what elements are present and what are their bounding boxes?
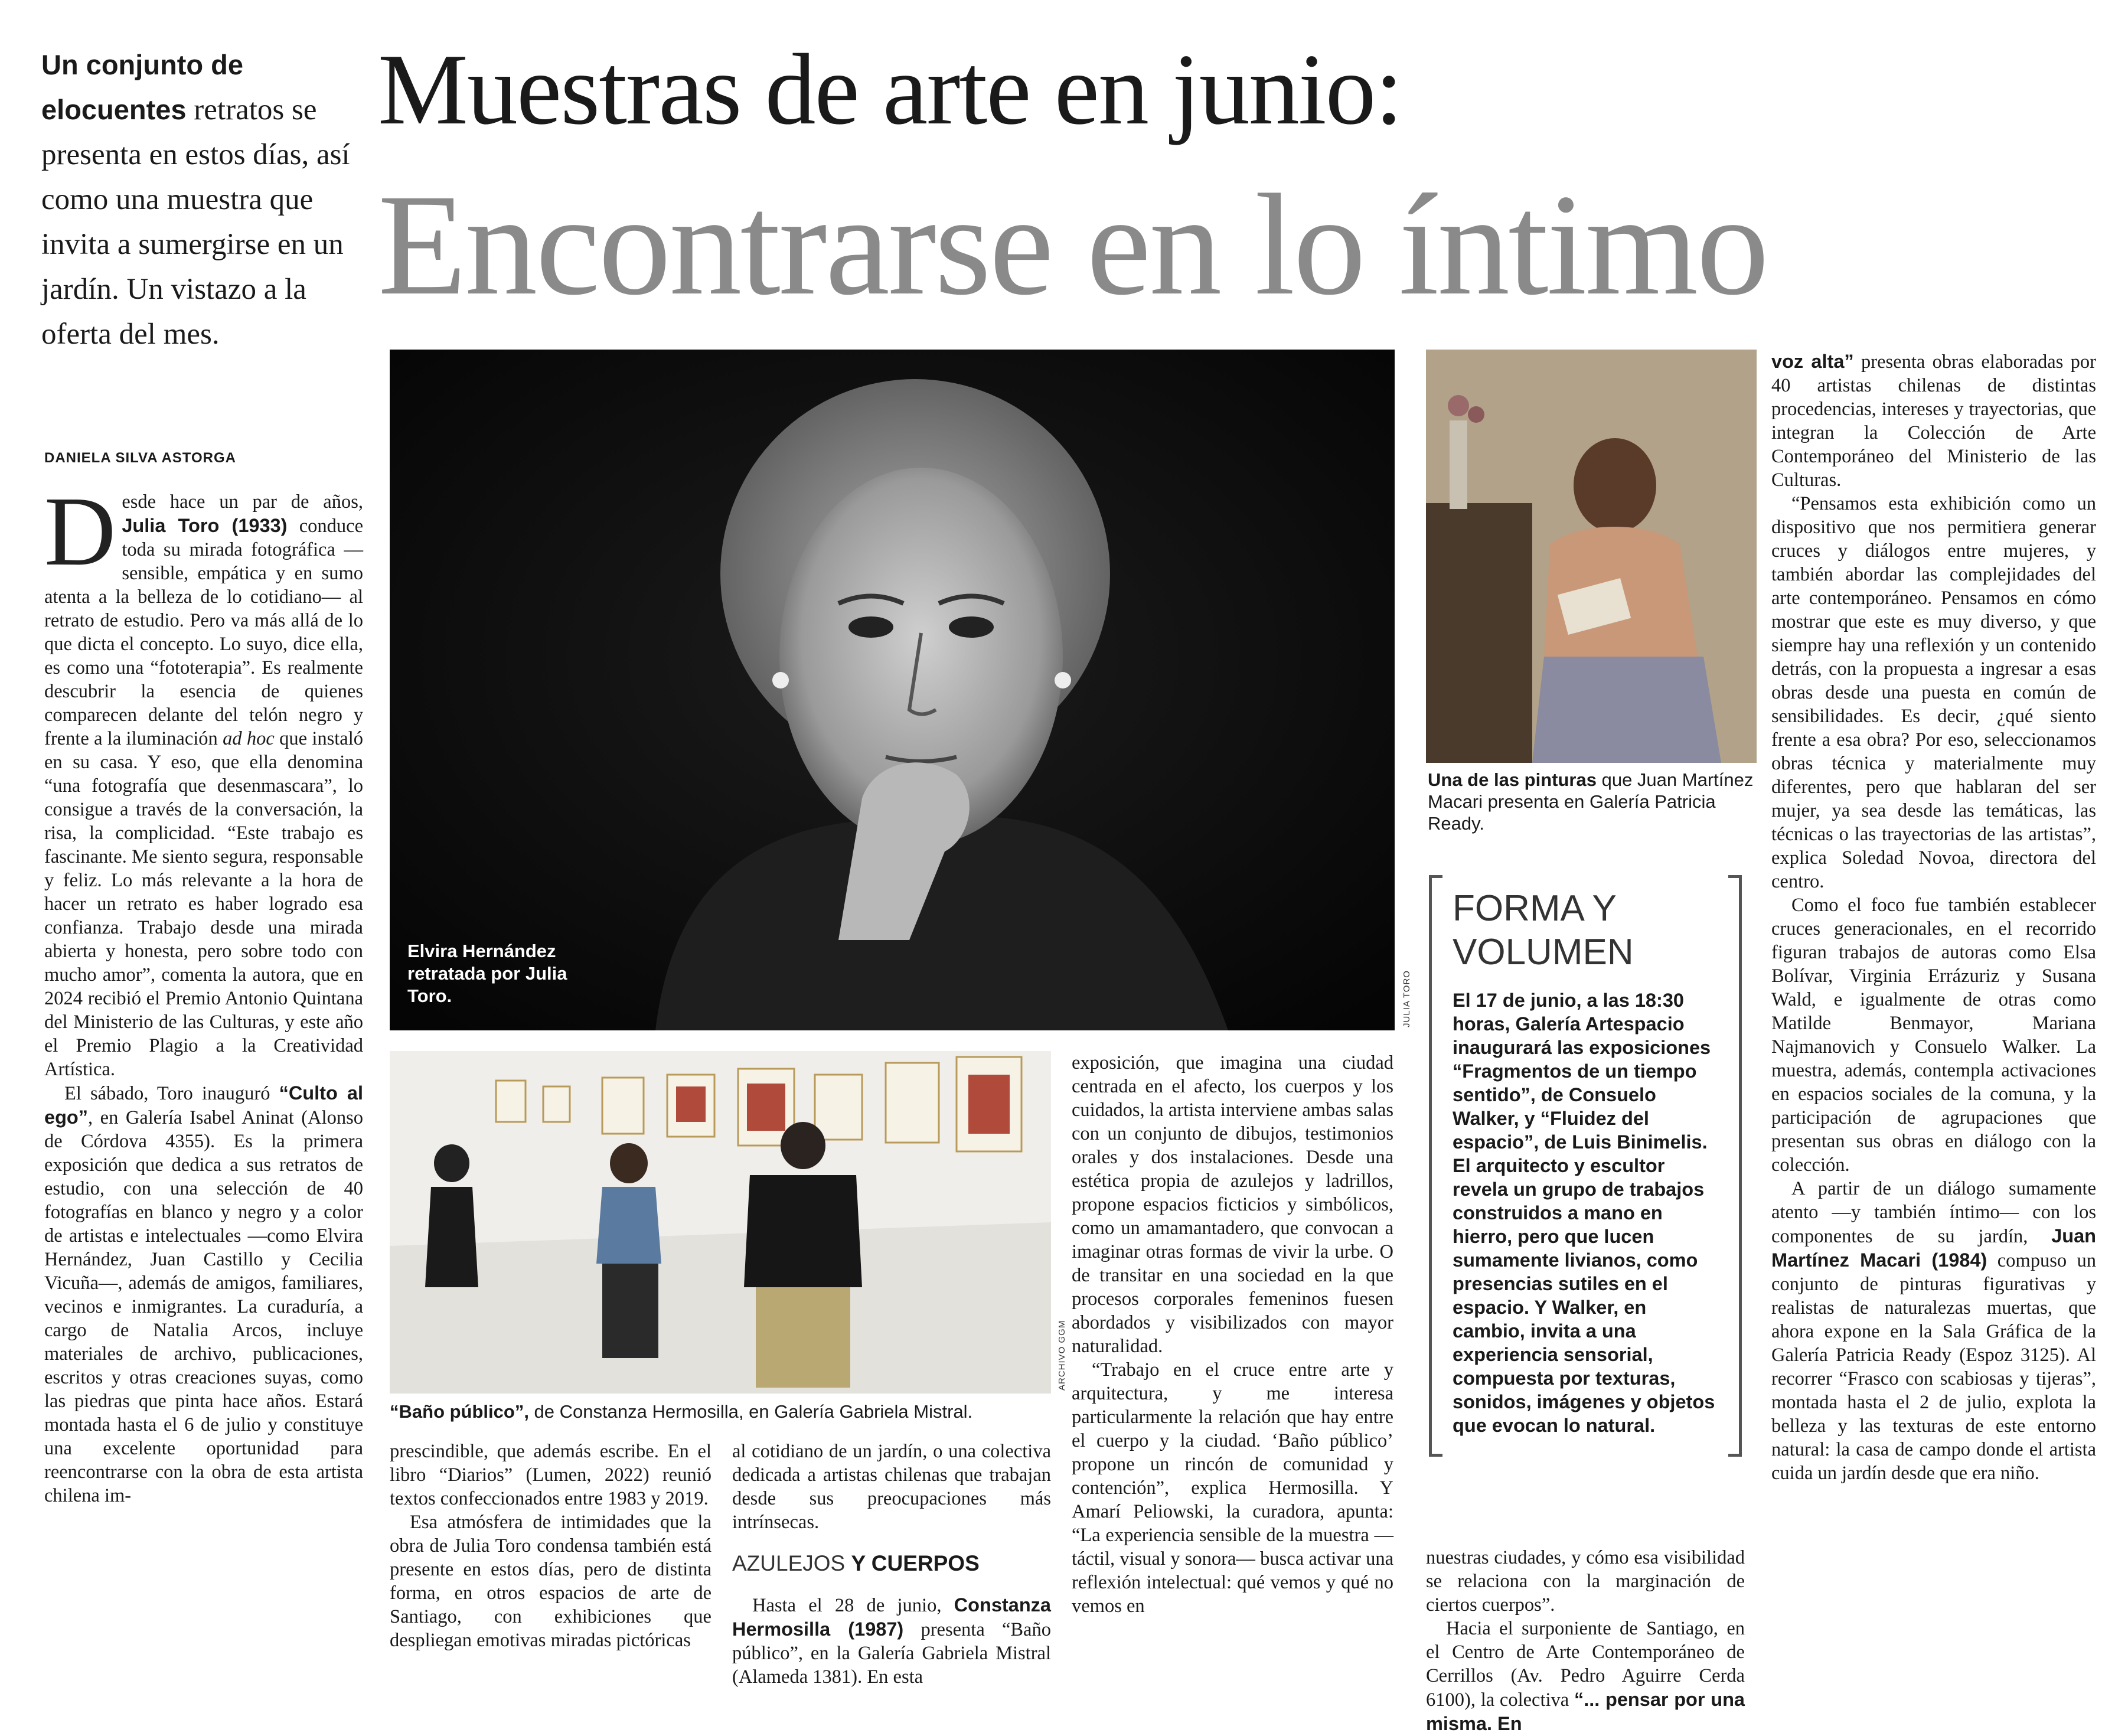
drop-cap: D	[44, 477, 116, 586]
gallery-photo-credit: ARCHIVO GGM	[1057, 1320, 1067, 1391]
headline-line1: Muestras de arte en junio:	[378, 34, 1402, 146]
headline-line2: Encontrarse en lo íntimo	[378, 165, 1768, 325]
column-1: Desde hace un par de años, Julia Toro (1933) conduce toda su mirada fotográfica —sensible, empática y en sumo atenta a la belleza de lo cotidiano— al retrato de estudio. Pero va más allá de lo que dicta el concepto. Lo suyo, dice ella, es como una “fototerapia”. Es realmente descubrir la esencia de quienes comparecen delante del telón negro y frente a la iluminación ad hoc que instaló en su casa. Y eso, que ella denomina “una fotografía que desenmascara”, lo consigue a través de la conversación, la risa, la complicidad. “Este trabajo es fascinante. Me siento segura, responsable y feliz. Lo más relevante a la hora de hacer un retrato es haber logrado esa confianza. Trabajo desde una mirada abierta y honesta, pero sobre todo con mucho amor”, comenta la autora, que en 2024 recibió el Premio Antonio Quintana del Ministerio de las Culturas, y este año el Premio Plagio a la Creatividad Artística. El sábado, Toro inauguró “Culto al ego”, en Galería Isabel Aninat (Alonso de Córdova 4355). Es la primera exposición que dedica a sus retratos de estudio, con una selección de 40 fotografías en blanco y negro y a color de artistas e intelectuales —como Elvira Hernández, Juan Castillo y Cecilia Vicuña—, además de amigos, familiares, vecinos e inmigrantes. La curaduría, a cargo de Natalia Arcos, incluye materiales de archivo, publicaciones, escritos y otras creaciones suyas, como las piedras que pinta hace años. Estará montada hasta el 6 de julio y constituye una excelente oportunidad para reencontrarse con la obra de esta artista chilena im-	[44, 477, 364, 1506]
subhead-azulejos: AZULEJOS Y CUERPOS	[732, 1551, 980, 1575]
column-2: prescindible, que además escribe. En el libro “Diarios” (Lumen, 2022) reunió textos confeccionados entre 1983 y 2019. Esa atmósfera de intimidades que la obra de Julia Toro condensa también está presente en estos días, pero de distinta forma, en otros espacios de arte de Santiago, con exhibiciones que despliegan emotivas miradas pictóricas	[390, 1441, 711, 1651]
column-6: voz alta” presenta obras elaboradas por 40 artistas chilenas de distintas procedencias, intereses y trayectorias, que integran la Colección de Arte Contemporáneo del Ministerio de las Culturas. “Pensamos esta exhibición como un dispositivo que nos permitiera generar cruces y diálogos entre mujeres, y también abordar las complejidades del arte contemporáneo. Pensamos en cómo mostrar que este es muy diverso, y que siempre hay una reflexión y un contenido detrás, con la propuesta a ingresar a esas obras desde una puesta en común de sensibilidades. Es decir, ¿qué siento frente a esa obra? Por eso, seleccionamos obras técnica y materialmente muy diferentes, pero que hablaran del ser mujer, ya sea desde las temáticas, las técnicas o las trayectorias de las artistas”, explica Soledad Novoa, directora del centro. Como el foco fue también establecer cruces generacionales, en el recorrido figuran trabajos de autoras como Elsa Bolívar, Virginia Errázuriz y Susana Wald, e igualmente de otras como Matilde Benmayor, Mariana Najmanovich y Consuelo Walker. La muestra, además, contempla activaciones en espacios sociales de la comuna, y la participación de agrupaciones que presentan sus obras en diálogo con la colección. A partir de un diálogo sumamente atento —y también íntimo— con los componentes de su jardín, Juan Martínez Macari (1984) compuso un conjunto de pinturas figurativas y realistas de naturalezas muertas, que ahora expone en la Sala Gráfica de la Galería Patricia Ready (Espoz 3125). Al recorrer “Frasco con scabiosas y tijeras”, montada hasta el 2 de julio, explota la belleza y las texturas de este entorno natural: la casa de campo donde el artista cuida un jardín desde que era niño.	[1771, 351, 2096, 1484]
portrait-illustration	[390, 350, 1395, 1030]
lede-text: retratos se presenta en estos días, así como una muestra que invita a sumergirse en un jardín. Un vistazo a la oferta del mes.	[41, 93, 350, 351]
column-4: exposición, que imagina una ciudad centrada en el afecto, los cuerpos y los cuidados, la artista interviene ambas salas con un conjunto de dibujos, testimonios orales y dos instalaciones. Desde una estética propia de azulejos y ladrillos, propone espacios ficticios y simbólicos, como un amamantadero, que convocan a imaginar otras formas de vivir la urbe. O de transitar en una sociedad en la que procesos corporales femeninos fuesen abordados y visibilizados con mayor naturalidad. “Trabajo en el cruce entre arte y arquitectura, y me interesa particularmente la relación que hay entre el cuerpo y la ciudad. ‘Baño público’ propone un rincón de comunidad y contención”, explica Hermosilla. Y Amarí Peliowski, la curadora, apunta: “La experiencia sensible de la muestra —táctil, visual y sonora— busca activar una reflexión intelectual: qué vemos y qué no vemos en	[1072, 1052, 1393, 1617]
main-photo-caption: Elvira Hernández retratada por Julia Toro.	[407, 941, 567, 1006]
sidebar-text: El 17 de junio, a las 18:30 horas, Galería Artespacio inaugurará las exposiciones “Fragmentos de un tiempo sentido”, de Consuelo Walker, y “Fluidez del espacio”, de Luis Binimelis. El arquitecto y escultor revela un grupo de trabajos construidos a mano en hierro, pero que lucen sumamente livianos, como presencias sutiles en el espacio. Y Walker, en cambio, invita a una experiencia sensorial, compuesta por texturas, sonidos, imágenes y objetos que evocan lo natural.	[1453, 990, 1715, 1436]
painting-photo	[1426, 350, 1757, 763]
byline: DANIELA SILVA ASTORGA	[44, 450, 237, 466]
main-photo	[390, 350, 1395, 1030]
sidebar-bracket-right	[1728, 875, 1742, 1457]
main-photo-credit: JULIA TORO	[1402, 970, 1412, 1027]
gallery-illustration	[390, 1051, 1051, 1394]
painting-illustration	[1426, 350, 1757, 763]
lede-bold: Un conjunto de elocuentes	[41, 49, 244, 125]
lede	[41, 43, 354, 357]
column-5: nuestras ciudades, y cómo esa visibilidad se relaciona con la marginación de ciertos cuerpos”. Hacia el surponiente de Santiago, en el Centro de Arte Contemporáneo de Cerrillos (Av. Pedro Aguirre Cerda 6100), la colectiva “... pensar por una misma. En	[1426, 1547, 1745, 1734]
sidebar-box	[1429, 875, 1742, 1454]
painting-caption: Una de las pinturas que Juan Martínez Macari presenta en Galería Patricia Ready.	[1428, 769, 1754, 834]
gallery-photo-caption: “Baño público”, de Constanza Hermosilla, en Galería Gabriela Mistral.	[390, 1401, 973, 1422]
column-3: al cotidiano de un jardín, o una colectiva dedicada a artistas chilenas que trabajan desde sus preocupaciones más intrínsecas. AZULEJOS Y CUERPOS Hasta el 28 de junio, Constanza Hermosilla (1987) presenta “Baño público”, en la Galería Gabriela Mistral (Alameda 1381). En esta	[732, 1441, 1051, 1688]
gallery-photo	[390, 1051, 1051, 1394]
sidebar-bracket-left	[1429, 875, 1442, 1457]
sidebar-title: FORMA Y VOLUMEN	[1453, 888, 1634, 973]
